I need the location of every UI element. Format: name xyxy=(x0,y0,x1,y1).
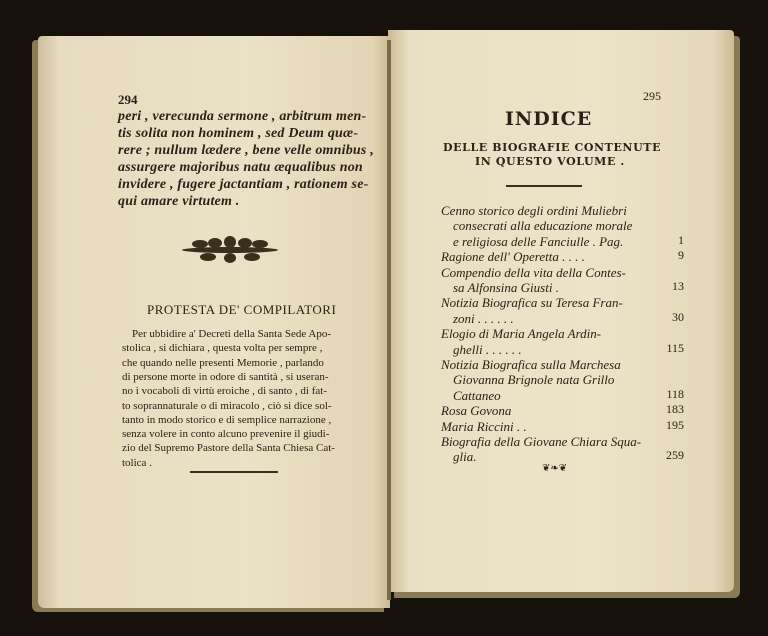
paragraph-line: zio del Supremo Pastore della Santa Chiesa Cat- xyxy=(122,442,335,455)
index-entry-page: 195 xyxy=(666,417,684,432)
paragraph-line: senza volere in conto alcuno prevenire il giudi- xyxy=(122,428,330,441)
index-entry-line: sa Alfonsina Giusti . xyxy=(453,280,559,295)
paragraph-line: che quando nelle presenti Memorie , parlando xyxy=(122,356,324,369)
index-entry-page: 13 xyxy=(672,279,684,293)
index-entry-line: Cattaneo xyxy=(453,387,501,403)
page-number-left: 294 xyxy=(118,92,138,107)
paragraph-line: tanto in modo storico e di semplice narrazione , xyxy=(122,413,332,426)
paragraph-line: to soprannaturale o di miracolo , ciò si dice sol- xyxy=(122,399,332,412)
index-entry-page: 183 xyxy=(666,402,684,417)
divider-rule xyxy=(506,185,582,187)
page-number-right: 295 xyxy=(643,89,661,103)
index-entry-page: 115 xyxy=(666,340,684,355)
protesta-heading: PROTESTA DE' COMPILATORI xyxy=(147,302,337,317)
index-subtitle-1: DELLE BIOGRAFIE CONTENUTE xyxy=(443,141,662,154)
index-entry-line: glia. xyxy=(453,449,477,465)
latin-line: qui amare virtutem . xyxy=(118,194,240,209)
paragraph-line: stolica , si dichiara , questa volta per sempre , xyxy=(122,342,323,355)
index-entry-page: 259 xyxy=(666,448,684,463)
index-entry-line: ghelli . . . . . . xyxy=(453,341,522,357)
latin-line: assurgere majoribus natu æqualibus non xyxy=(118,160,363,175)
book-gutter xyxy=(387,40,391,600)
index-entry-line: Notizia Biografica su Teresa Fran- xyxy=(441,295,623,311)
index-entry-line: Maria Riccini . . xyxy=(441,418,527,434)
divider-rule xyxy=(190,471,278,473)
latin-line: invidere , fugere jactantiam , rationem se- xyxy=(118,177,369,192)
index-entry-line: Giovanna Brignole nata Grillo xyxy=(453,372,615,388)
index-entry-line: Compendio della vita della Contes- xyxy=(441,264,626,280)
index-entry-line: e religiosa delle Fanciulle . Pag. xyxy=(453,233,624,249)
index-entry-line: zoni . . . . . . xyxy=(453,310,514,326)
index-entry-line: Notizia Biografica sulla Marchesa xyxy=(441,357,621,372)
index-entry-line: Rosa Govona xyxy=(441,403,512,419)
floral-ornament xyxy=(180,235,280,265)
paragraph-line: Per ubbidire a' Decreti della Santa Sede Apo- xyxy=(132,328,331,340)
latin-line: peri , verecunda sermone , arbitrum men- xyxy=(118,109,367,124)
index-entry-line: consecrati alla educazione morale xyxy=(453,218,633,234)
paragraph-line: di persone morte in odore di santità , si useran- xyxy=(122,370,329,383)
paragraph-line: no i vocaboli di virtù eroiche , di santo , di fat- xyxy=(122,385,327,398)
latin-line: rere ; nullum lædere , bene velle omnibus , xyxy=(118,143,374,158)
index-title: INDICE xyxy=(505,108,593,130)
index-entry-line: Cenno storico degli ordini Muliebri xyxy=(441,203,627,218)
index-subtitle-2: IN QUESTO VOLUME . xyxy=(475,155,625,168)
index-entry-page: 9 xyxy=(678,248,684,263)
paragraph-line: tolica . xyxy=(122,456,152,469)
index-entry-page: 118 xyxy=(666,386,684,401)
index-entry-page: 1 xyxy=(678,232,684,247)
index-entry-line: Biografia della Giovane Chiara Squa- xyxy=(441,434,642,449)
index-entry-line: Ragione dell' Operetta . . . . xyxy=(441,249,585,265)
index-entry-line: Elogio di Maria Angela Ardin- xyxy=(441,326,602,342)
latin-line: tis solita non hominem , sed Deum quæ- xyxy=(118,126,359,141)
end-ornament: ❦❧❦ xyxy=(542,463,568,474)
index-entry-page: 30 xyxy=(672,309,684,324)
